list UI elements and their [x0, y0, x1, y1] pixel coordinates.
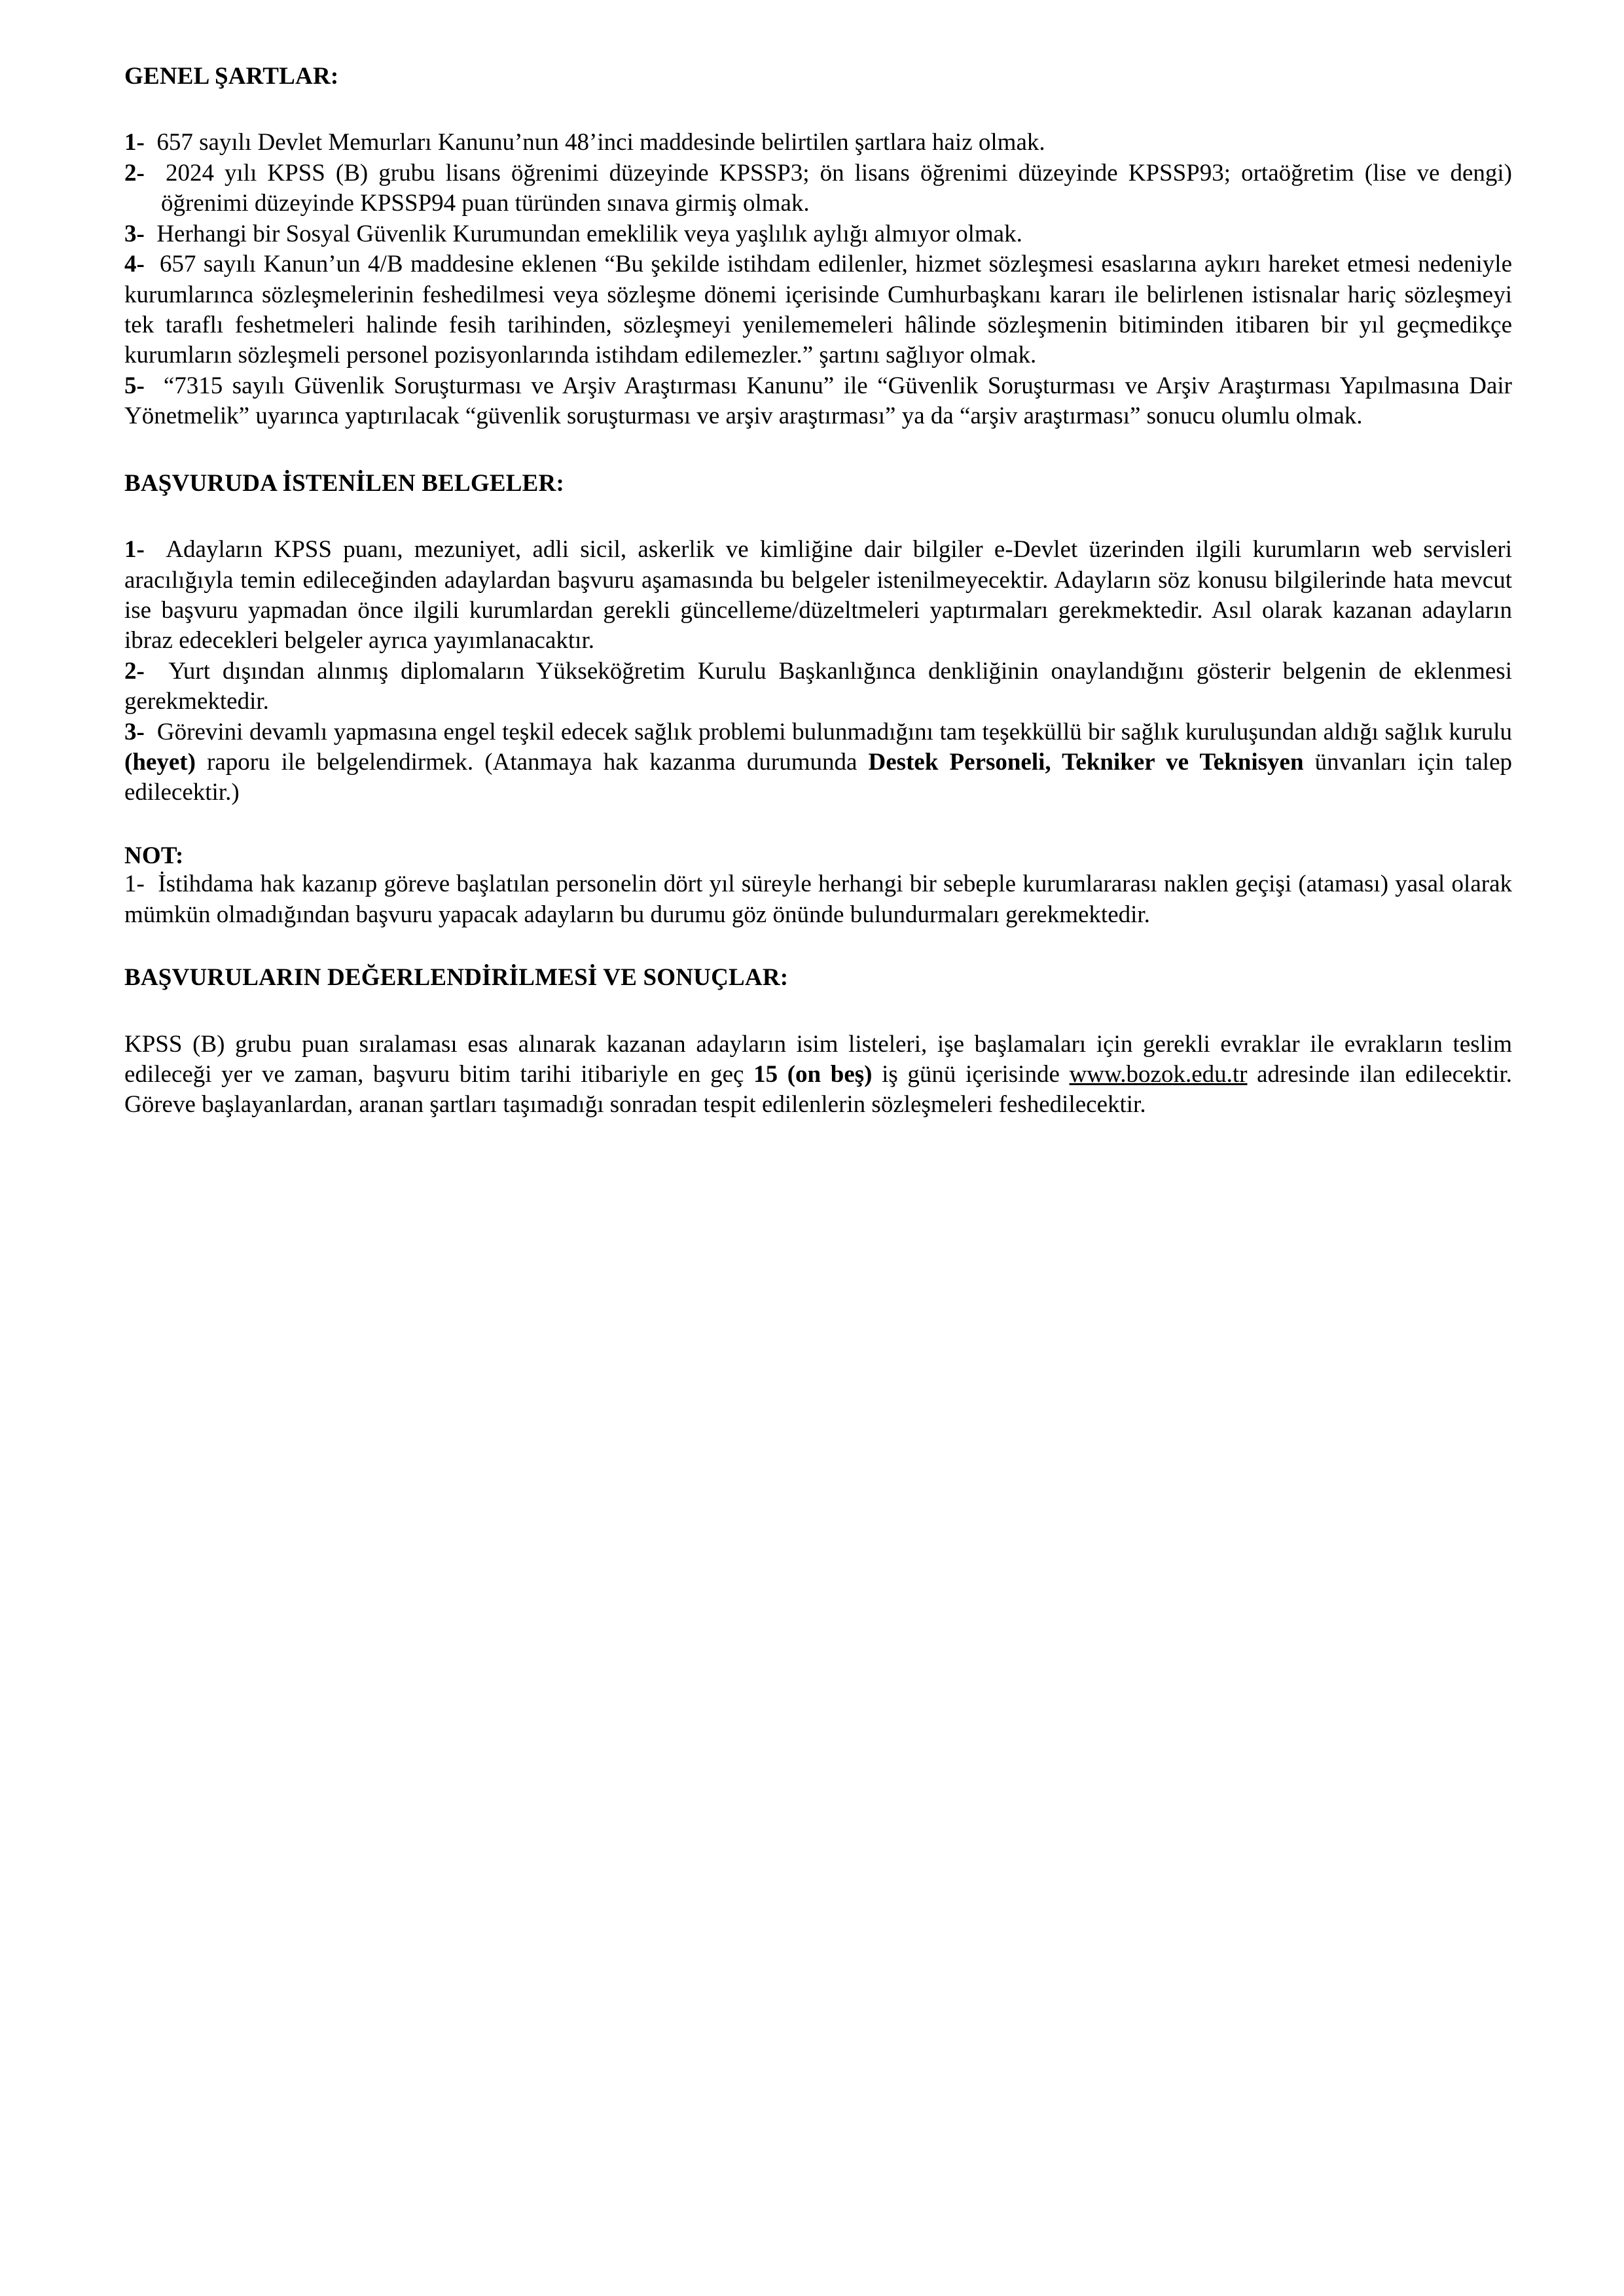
- body-text: raporu ile belgelendirmek. (Atanmaya hak kazanma durumunda: [195, 749, 869, 776]
- section-heading-not: NOT:: [124, 842, 184, 869]
- section-heading-basvuruda-istenilen-belgeler: BAŞVURUDA İSTENİLEN BELGELER:: [124, 469, 564, 497]
- list-item-text: Herhangi bir Sosyal Güvenlik Kurumundan emeklilik veya yaşlılık aylığı almıyor olmak.: [156, 220, 1022, 247]
- section-heading-basvurularin-degerlendirilmesi: BAŞVURULARIN DEĞERLENDİRİLMESİ VE SONUÇLAR:: [124, 964, 789, 992]
- list-item-number: 2-: [124, 159, 155, 187]
- list-item-number: 3-: [124, 220, 151, 247]
- spacer: [124, 90, 1512, 128]
- emphasis-text: 15 (on beş): [753, 1061, 873, 1088]
- document-body: [124, 63, 1512, 1121]
- inline-link-text: www.bozok.edu.tr: [1069, 1061, 1248, 1088]
- list-item: [124, 158, 1512, 219]
- list-item-text: [124, 719, 1512, 806]
- list-item-number: 1-: [124, 536, 156, 564]
- list-item-text: Adayların KPSS puanı, mezuniyet, adli sicil, askerlik ve kimliğine dair bilgiler e-Devlet üzerinden ilgili kurumların web servisleri aracılığıyla temin edileceğinden adaylardan başvuru aşamasında bu belgeler istenilmeyecektir. Adayların söz konusu bilgilerinde hata mevcut ise başvuru yapmadan önce ilgili kurumlardan gerekli güncelleme/düzeltmeleri yaptırmaları gerekmektedir. Asıl olarak kazanan adayların ibraz edecekleri belgeler ayrıca yayımlanacaktır.: [124, 536, 1512, 655]
- list-item-text: 2024 yılı KPSS (B) grubu lisans öğrenimi düzeyinde KPSSP3; ön lisans öğrenimi düzeyinde KPSSP93; ortaöğretim (lise ve dengi) öğrenimi düzeyinde KPSSP94 puan türünden sınava girmiş olmak.: [161, 159, 1513, 217]
- spacer: [124, 497, 1512, 535]
- body-text: KPSS (B) grubu puan sıralaması esas alınarak kazanan adayların isim listeleri, işe başlamaları için gerekli evraklar ile evrakların teslim edileceği yer ve zaman, başvuru bitim tarihi itibariyle en geç: [124, 1030, 1512, 1088]
- body-text: Görevini devamlı yapmasına engel teşkil edecek sağlık problemi bulunmadığını tam teşekküllü bir sağlık kuruluşundan aldığı sağlık kurulu: [156, 718, 1513, 745]
- body-text: adresinde ilan edilecektir. Göreve başlayanlardan, aranan şartları taşımadığı sonradan tespit edilenlerin sözleşmeleri feshedilecektir.: [124, 1061, 1513, 1119]
- list-item: [124, 249, 1512, 371]
- list-item-text: 657 sayılı Kanun’un 4/B maddesine eklenen “Bu şekilde istihdam edilenler, hizmet sözleşmesi esaslarına aykırı hareket etmesi nedeniyle kurumlarınca sözleşmelerinin feshedilmesi veya sözleşme dönemi içerisinde Cumhurbaşkanı kararı ile belirlenen istisnalar hariç sözleşmeyi tek taraflı feshetmeleri halinde fesih tarihinden, sözleşmeyi yenilememeleri hâlinde sözleşmenin bitiminden itibaren bir yıl geçmedikçe kurumların sözleşmeli personel pozisyonlarında istihdam edilemezler.” şartını sağlıyor olmak.: [124, 251, 1512, 369]
- list-item: [124, 656, 1512, 717]
- list-item-number: 4-: [124, 251, 153, 278]
- spacer: [124, 808, 1512, 842]
- body-text: iş günü içerisinde: [872, 1061, 1070, 1088]
- list-item: [124, 717, 1512, 808]
- list-item: [124, 869, 1512, 930]
- list-item: [124, 128, 1512, 158]
- spacer: [124, 992, 1512, 1030]
- section-heading-genel-sartlar: GENEL ŞARTLAR:: [124, 63, 339, 90]
- body-text: ünvanları için talep edilecektir.): [124, 749, 1512, 806]
- paragraph-basvurularin-degerlendirilmesi: [124, 1030, 1512, 1121]
- list-item-text: İstihdama hak kazanıp göreve başlatılan personelin dört yıl süreyle herhangi bir sebeple kurumlararası naklen geçişi (ataması) yasal olarak mümkün olmadığından başvuru yapacak adayların bu durumu göz önünde bulundurmaları gerekmektedir.: [124, 870, 1512, 928]
- emphasis-text: (heyet): [124, 749, 196, 776]
- list-item-number: 1-: [124, 129, 151, 156]
- list-item: [124, 535, 1512, 656]
- emphasis-text: Destek Personeli, Tekniker ve Teknisyen: [868, 749, 1304, 776]
- list-item-number: 1-: [124, 870, 152, 898]
- list-item-text: 657 sayılı Devlet Memurları Kanunu’nun 48’inci maddesinde belirtilen şartlara haiz olmak.: [156, 129, 1045, 156]
- list-item-text: “7315 sayılı Güvenlik Soruşturması ve Arşiv Araştırması Kanunu” ile “Güvenlik Soruşturması ve Arşiv Araştırması Yapılmasına Dair Yönetmelik” uyarınca yaptırılacak “güvenlik soruşturması ve arşiv araştırması” ya da “arşiv araştırması” sonucu olumlu olmak.: [124, 372, 1512, 430]
- spacer: [124, 930, 1512, 964]
- list-item-number: 3-: [124, 718, 151, 745]
- list-item-text: Yurt dışından alınmış diplomaların Yükseköğretim Kurulu Başkanlığınca denkliğinin onaylandığını gösterir belgenin de eklenmesi gerekmektedir.: [124, 657, 1512, 715]
- list-item-number: 2-: [124, 657, 157, 685]
- list-item: [124, 371, 1512, 432]
- list-item: [124, 219, 1512, 249]
- spacer: [124, 432, 1512, 470]
- list-item-number: 5-: [124, 372, 154, 399]
